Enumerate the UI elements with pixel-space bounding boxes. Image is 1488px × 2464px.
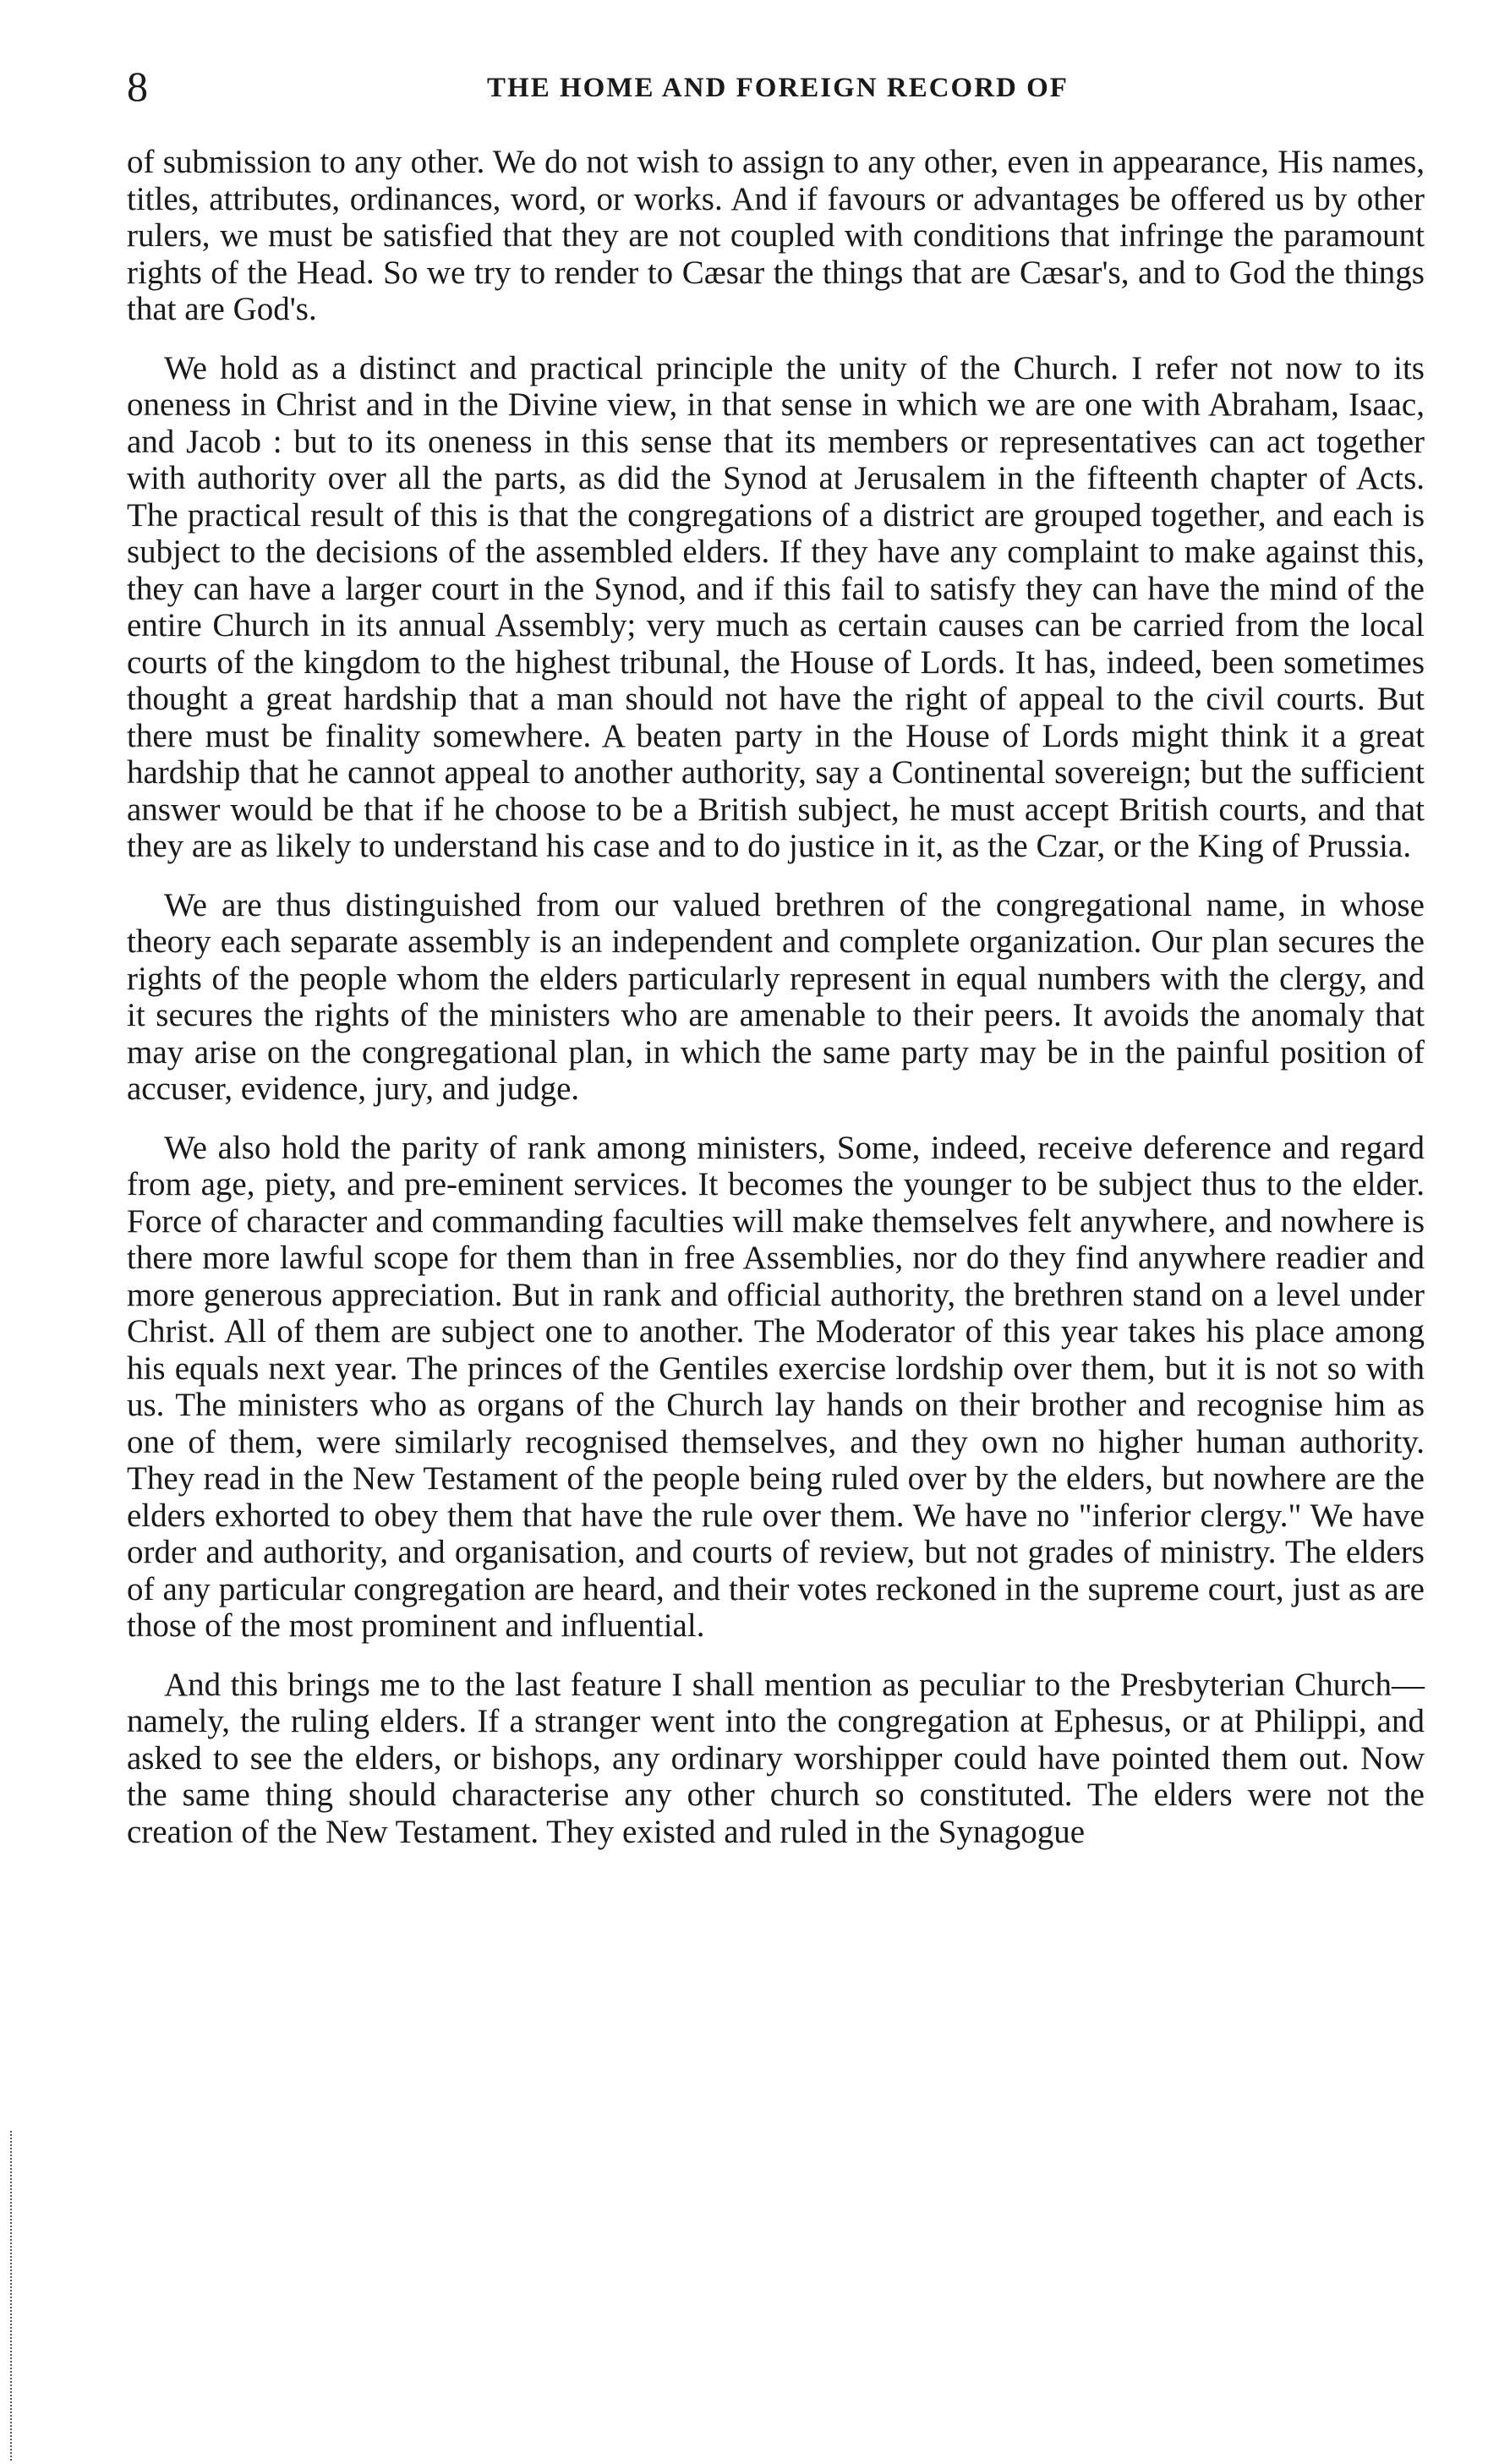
running-title: THE HOME AND FOREIGN RECORD OF [487,73,1069,103]
paragraph-parity-of-rank: We also hold the parity of rank among ministers, Some, indeed, receive deference and regard from age, piety, and pre-eminent services. It becomes the younger to be subject thus to the elder. Force of character and commanding faculties will make themselves felt anywhere, and nowhere is there more lawful scope for them than in free Assemblies, nor do they find anywhere readier and more generous appreciation. But in rank and official authority, the brethren stand on a level under Christ. All of them are subject one to another. The Moderator of this year takes his place among his equals next year. The princes of the Gentiles exercise lordship over them, but it is not so with us. The ministers who as organs of the Church lay hands on their brother and recognise him as one of them, were similarly recognised themselves, and they own no higher human authority. They read in the New Testament of the people being ruled over by the elders, but nowhere are the elders exhorted to obey them that have the rule over them. We have no "inferior clergy." We have order and authority, and organisation, and courts of review, but not grades of ministry. The elders of any particular congregation are heard, and their votes reckoned in the supreme court, just as are those of the most prominent and influential. [127,1129,1425,1644]
paragraph-church-unity: We hold as a distinct and practical principle the unity of the Church. I refer not now to its oneness in Christ and in the Divine view, in that sense in which we are one with Abraham, Isaac, and Jacob : but to its oneness in this sense that its members or representatives can act together with authority over all the parts, as did the Synod at Jerusalem in the fifteenth chapter of Acts. The practical result of this is that the congregations of a district are grouped together, and each is subject to the decisions of the assembled elders. If they have any complaint to make against this, they can have a larger court in the Synod, and if this fail to satisfy they can have the mind of the entire Church in its annual Assembly; very much as certain causes can be carried from the local courts of the kingdom to the highest tribunal, the House of Lords. It has, indeed, been sometimes thought a great hardship that a man should not have the right of appeal to the civil courts. But there must be finality somewhere. A beaten party in the House of Lords might think it a great hardship that he cannot appeal to another authority, say a Continental sovereign; but the sufficient answer would be that if he choose to be a British subject, he must accept British courts, and that they are as likely to understand his case and to do justice in it, as the Czar, or the King of Prussia. [127,349,1425,864]
page-number: 8 [127,63,148,110]
binding-edge-marks [10,2131,15,2461]
paragraph-ruling-elders: And this brings me to the last feature I shall mention as peculiar to the Presbyterian Church—namely, the ruling elders. If a stranger went into the congregation at Ephesus, or at Philippi, and asked to see the elders, or bishops, any ordinary worshipper could have pointed them out. Now the same thing should characterise any other church so constituted. The elders were not the creation of the New Testament. They existed and ruled in the Synagogue [127,1666,1425,1850]
paragraph-continuation: of submission to any other. We do not wish to assign to any other, even in appearance, His names, titles, attributes, ordinances, word, or works. And if favours or advantages be offered us by other rulers, we must be satisfied that they are not coupled with conditions that infringe the paramount rights of the Head. So we try to render to Cæsar the things that are Cæsar's, and to God the things that are God's. [127,144,1425,327]
paragraph-congregational-comparison: We are thus distinguished from our valued brethren of the congregational name, in whose theory each separate assembly is an independent and complete organization. Our plan secures the rights of the people whom the elders particularly represent in equal numbers with the clergy, and it secures the rights of the ministers who are amenable to their peers. It avoids the anomaly that may arise on the congregational plan, in which the same party may be in the painful position of accuser, evidence, jury, and judge. [127,886,1425,1107]
article-body [127,144,1425,1872]
page-header [127,61,1429,112]
